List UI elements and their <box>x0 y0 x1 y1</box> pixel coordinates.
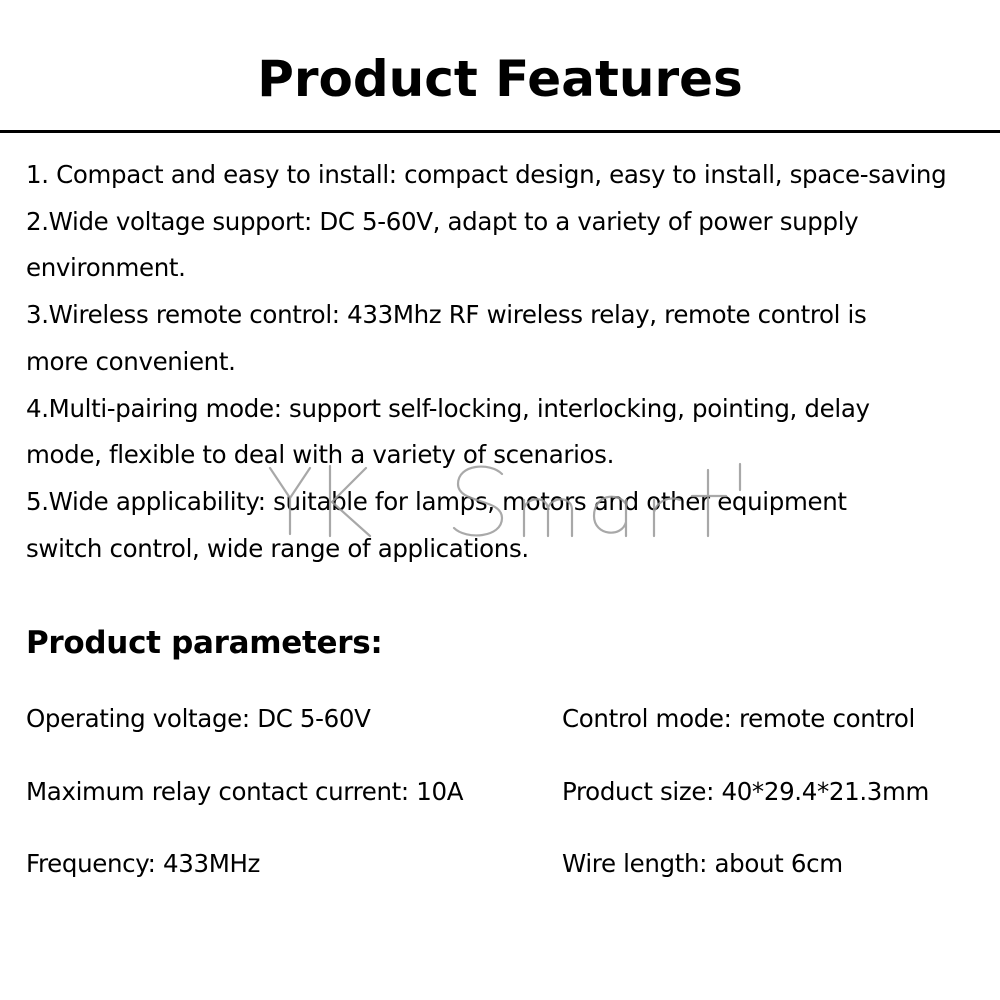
param-frequency: Frequency: 433MHz <box>26 849 261 878</box>
feature-item-voltage: 2.Wide voltage support: DC 5-60V, adapt to a variety of power supply environment. <box>26 206 859 283</box>
feature-item-applicability: 5.Wide applicability: suitable for lamps, motors and other equipment switch control, wide range of applications. <box>26 486 847 563</box>
param-product-size: Product size: 40*29.4*21.3mm <box>562 777 930 806</box>
param-wire-length: Wire length: about 6cm <box>562 849 843 878</box>
page-title: Product Features <box>257 50 743 108</box>
feature-item-pairing: 4.Multi-pairing mode: support self-locking, interlocking, pointing, delay mode, flexible to deal with a variety of scenarios. <box>26 393 870 470</box>
feature-item-remote: 3.Wireless remote control: 433Mhz RF wireless relay, remote control is more convenient. <box>26 300 867 376</box>
param-max-relay-current: Maximum relay contact current: 10A <box>26 777 464 806</box>
parameters-heading: Product parameters: <box>26 625 383 661</box>
feature-item-compact: 1. Compact and easy to install: compact design, easy to install, space-saving <box>26 160 947 189</box>
param-control-mode: Control mode: remote control <box>562 704 915 733</box>
title-divider <box>0 130 1000 133</box>
param-operating-voltage: Operating voltage: DC 5-60V <box>26 704 371 733</box>
feature-list <box>26 152 998 572</box>
